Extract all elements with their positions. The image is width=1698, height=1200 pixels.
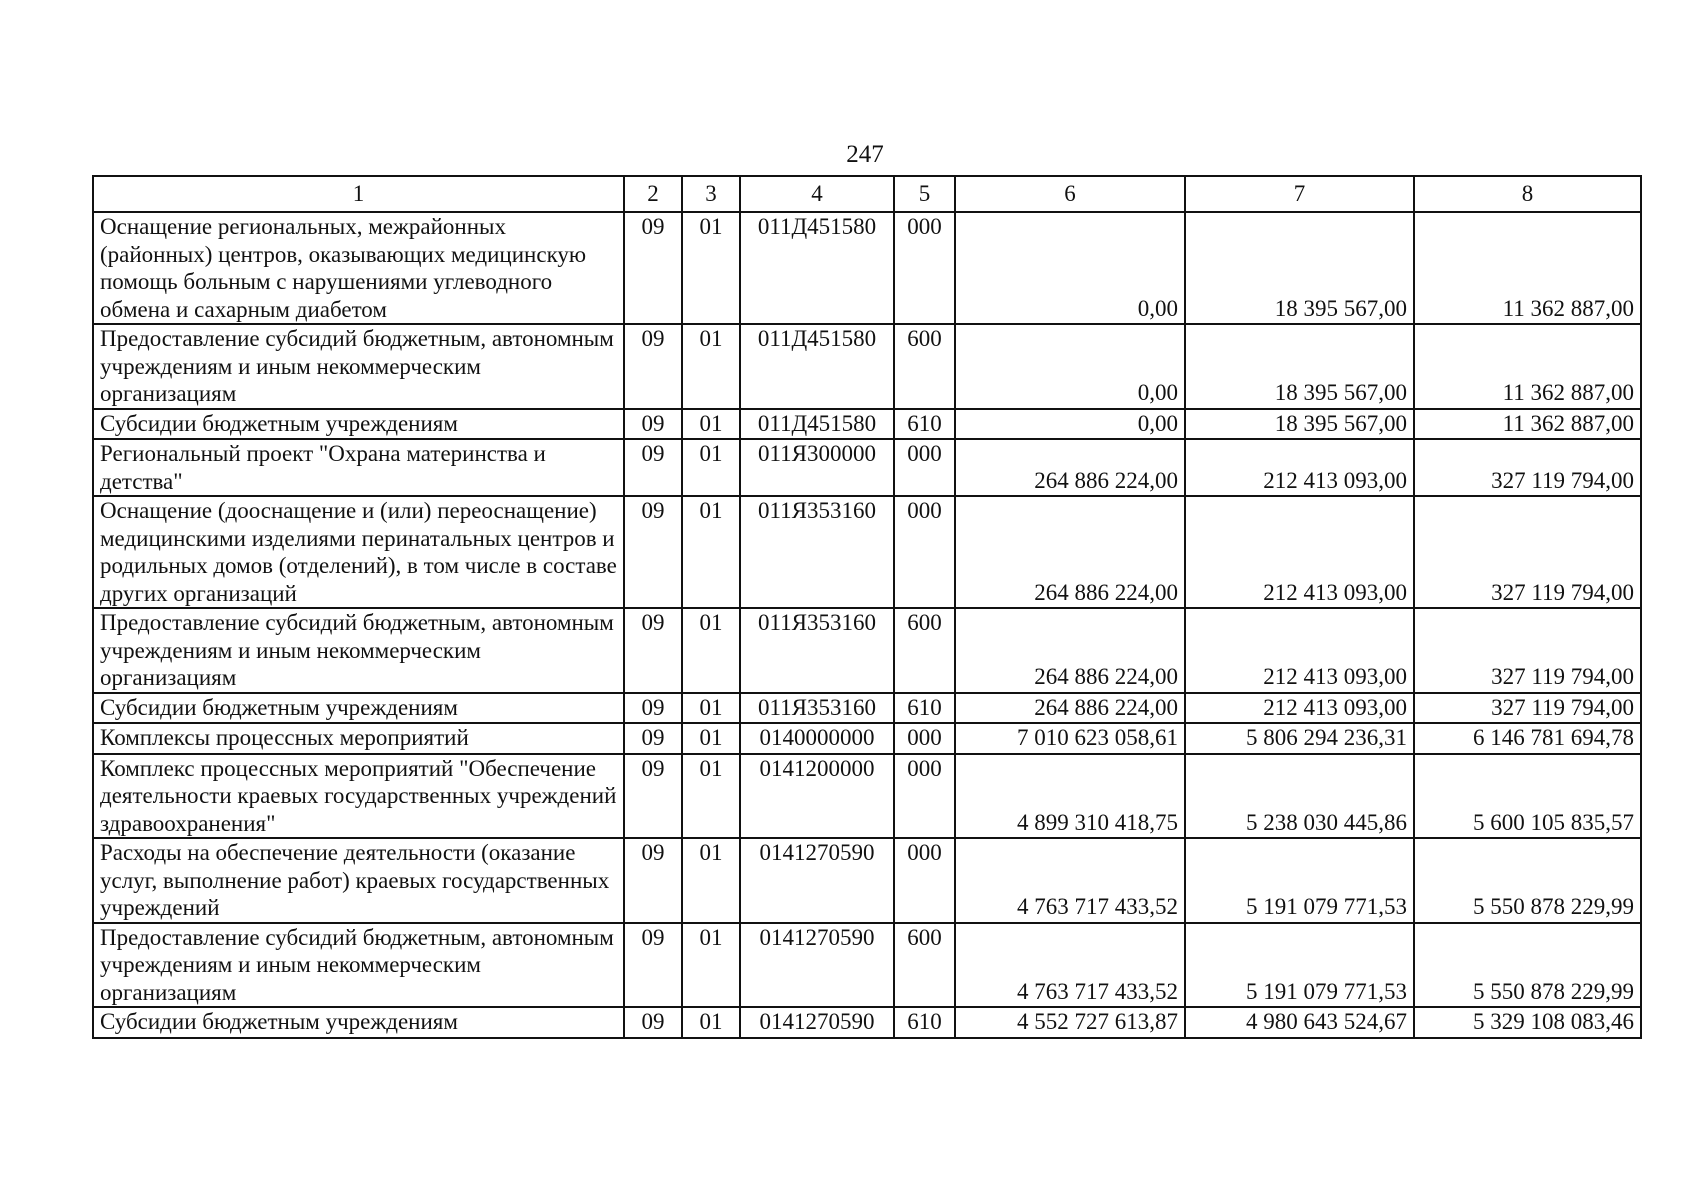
subsection-code-cell: 01 [682,1007,740,1038]
amount-col7-cell: 212 413 093,00 [1185,496,1414,608]
amount-col8-cell: 5 550 878 229,99 [1414,923,1641,1008]
expense-type-cell: 000 [894,723,955,754]
column-header: 7 [1185,176,1414,212]
row-name-cell: Оснащение региональных, межрайонных (районных) центров, оказывающих медицинскую помощь больным с нарушениями углеводного обмена и сахарным диабетом [93,212,624,324]
amount-col8-cell: 327 119 794,00 [1414,693,1641,724]
table-row [93,212,1641,324]
subsection-code-cell: 01 [682,212,740,324]
subsection-code-cell: 01 [682,439,740,496]
table-row [93,1007,1641,1038]
budget-table [92,175,1642,1039]
column-header: 4 [740,176,894,212]
target-article-cell: 011Я300000 [740,439,894,496]
subsection-code-cell: 01 [682,496,740,608]
amount-col7-cell: 18 395 567,00 [1185,212,1414,324]
amount-col7-cell: 5 238 030 445,86 [1185,754,1414,839]
table-row [93,608,1641,693]
row-name-cell: Предоставление субсидий бюджетным, автономным учреждениям и иным некоммерческим организациям [93,923,624,1008]
expense-type-cell: 600 [894,923,955,1008]
amount-col8-cell: 11 362 887,00 [1414,324,1641,409]
amount-col6-cell: 4 763 717 433,52 [955,923,1185,1008]
amount-col6-cell: 0,00 [955,409,1185,440]
subsection-code-cell: 01 [682,838,740,923]
table-row [93,723,1641,754]
amount-col7-cell: 18 395 567,00 [1185,409,1414,440]
section-code-cell: 09 [624,496,682,608]
amount-col8-cell: 5 600 105 835,57 [1414,754,1641,839]
page-number: 247 [846,141,884,168]
table-row [93,693,1641,724]
amount-col6-cell: 264 886 224,00 [955,496,1185,608]
expense-type-cell: 610 [894,1007,955,1038]
row-name-cell: Комплекс процессных мероприятий "Обеспечение деятельности краевых государственных учреждений здравоохранения" [93,754,624,839]
row-name-cell: Субсидии бюджетным учреждениям [93,409,624,440]
section-code-cell: 09 [624,439,682,496]
target-article-cell: 0140000000 [740,723,894,754]
table-row [93,439,1641,496]
amount-col7-cell: 5 191 079 771,53 [1185,923,1414,1008]
amount-col6-cell: 7 010 623 058,61 [955,723,1185,754]
amount-col6-cell: 4 899 310 418,75 [955,754,1185,839]
section-code-cell: 09 [624,923,682,1008]
amount-col6-cell: 264 886 224,00 [955,608,1185,693]
table-row [93,324,1641,409]
row-name-cell: Комплексы процессных мероприятий [93,723,624,754]
amount-col7-cell: 212 413 093,00 [1185,439,1414,496]
row-name-cell: Субсидии бюджетным учреждениям [93,693,624,724]
subsection-code-cell: 01 [682,754,740,839]
expense-type-cell: 000 [894,439,955,496]
section-code-cell: 09 [624,838,682,923]
column-header: 8 [1414,176,1641,212]
table-row [93,409,1641,440]
expense-type-cell: 610 [894,693,955,724]
target-article-cell: 0141270590 [740,1007,894,1038]
amount-col7-cell: 18 395 567,00 [1185,324,1414,409]
amount-col6-cell: 0,00 [955,212,1185,324]
amount-col8-cell: 327 119 794,00 [1414,608,1641,693]
amount-col8-cell: 5 550 878 229,99 [1414,838,1641,923]
section-code-cell: 09 [624,1007,682,1038]
amount-col8-cell: 11 362 887,00 [1414,409,1641,440]
subsection-code-cell: 01 [682,923,740,1008]
target-article-cell: 011Я353160 [740,496,894,608]
subsection-code-cell: 01 [682,608,740,693]
expense-type-cell: 600 [894,324,955,409]
target-article-cell: 0141270590 [740,923,894,1008]
amount-col7-cell: 212 413 093,00 [1185,693,1414,724]
amount-col8-cell: 6 146 781 694,78 [1414,723,1641,754]
amount-col6-cell: 264 886 224,00 [955,693,1185,724]
expense-type-cell: 600 [894,608,955,693]
amount-col7-cell: 4 980 643 524,67 [1185,1007,1414,1038]
expense-type-cell: 000 [894,838,955,923]
column-header: 6 [955,176,1185,212]
amount-col8-cell: 327 119 794,00 [1414,496,1641,608]
row-name-cell: Оснащение (дооснащение и (или) переоснащение) медицинскими изделиями перинатальных центров и родильных домов (отделений), в том числе в составе других организаций [93,496,624,608]
amount-col6-cell: 0,00 [955,324,1185,409]
row-name-cell: Расходы на обеспечение деятельности (оказание услуг, выполнение работ) краевых государственных учреждений [93,838,624,923]
row-name-cell: Предоставление субсидий бюджетным, автономным учреждениям и иным некоммерческим организациям [93,324,624,409]
section-code-cell: 09 [624,608,682,693]
expense-type-cell: 610 [894,409,955,440]
target-article-cell: 011Д451580 [740,212,894,324]
row-name-cell: Предоставление субсидий бюджетным, автономным учреждениям и иным некоммерческим организациям [93,608,624,693]
section-code-cell: 09 [624,409,682,440]
subsection-code-cell: 01 [682,409,740,440]
row-name-cell: Субсидии бюджетным учреждениям [93,1007,624,1038]
amount-col7-cell: 5 191 079 771,53 [1185,838,1414,923]
amount-col6-cell: 264 886 224,00 [955,439,1185,496]
section-code-cell: 09 [624,723,682,754]
amount-col8-cell: 327 119 794,00 [1414,439,1641,496]
target-article-cell: 011Я353160 [740,608,894,693]
expense-type-cell: 000 [894,496,955,608]
column-header: 5 [894,176,955,212]
section-code-cell: 09 [624,754,682,839]
expense-type-cell: 000 [894,754,955,839]
row-name-cell: Региональный проект "Охрана материнства и детства" [93,439,624,496]
column-header-row [93,176,1641,212]
amount-col6-cell: 4 552 727 613,87 [955,1007,1185,1038]
section-code-cell: 09 [624,212,682,324]
table-row [93,838,1641,923]
expense-type-cell: 000 [894,212,955,324]
amount-col7-cell: 212 413 093,00 [1185,608,1414,693]
column-header: 2 [624,176,682,212]
subsection-code-cell: 01 [682,723,740,754]
target-article-cell: 011Д451580 [740,409,894,440]
subsection-code-cell: 01 [682,324,740,409]
column-header: 3 [682,176,740,212]
amount-col6-cell: 4 763 717 433,52 [955,838,1185,923]
amount-col8-cell: 11 362 887,00 [1414,212,1641,324]
amount-col7-cell: 5 806 294 236,31 [1185,723,1414,754]
column-header: 1 [93,176,624,212]
target-article-cell: 0141270590 [740,838,894,923]
target-article-cell: 011Д451580 [740,324,894,409]
subsection-code-cell: 01 [682,693,740,724]
target-article-cell: 0141200000 [740,754,894,839]
section-code-cell: 09 [624,324,682,409]
table-row [93,496,1641,608]
amount-col8-cell: 5 329 108 083,46 [1414,1007,1641,1038]
target-article-cell: 011Я353160 [740,693,894,724]
table-row [93,754,1641,839]
table-row [93,923,1641,1008]
section-code-cell: 09 [624,693,682,724]
